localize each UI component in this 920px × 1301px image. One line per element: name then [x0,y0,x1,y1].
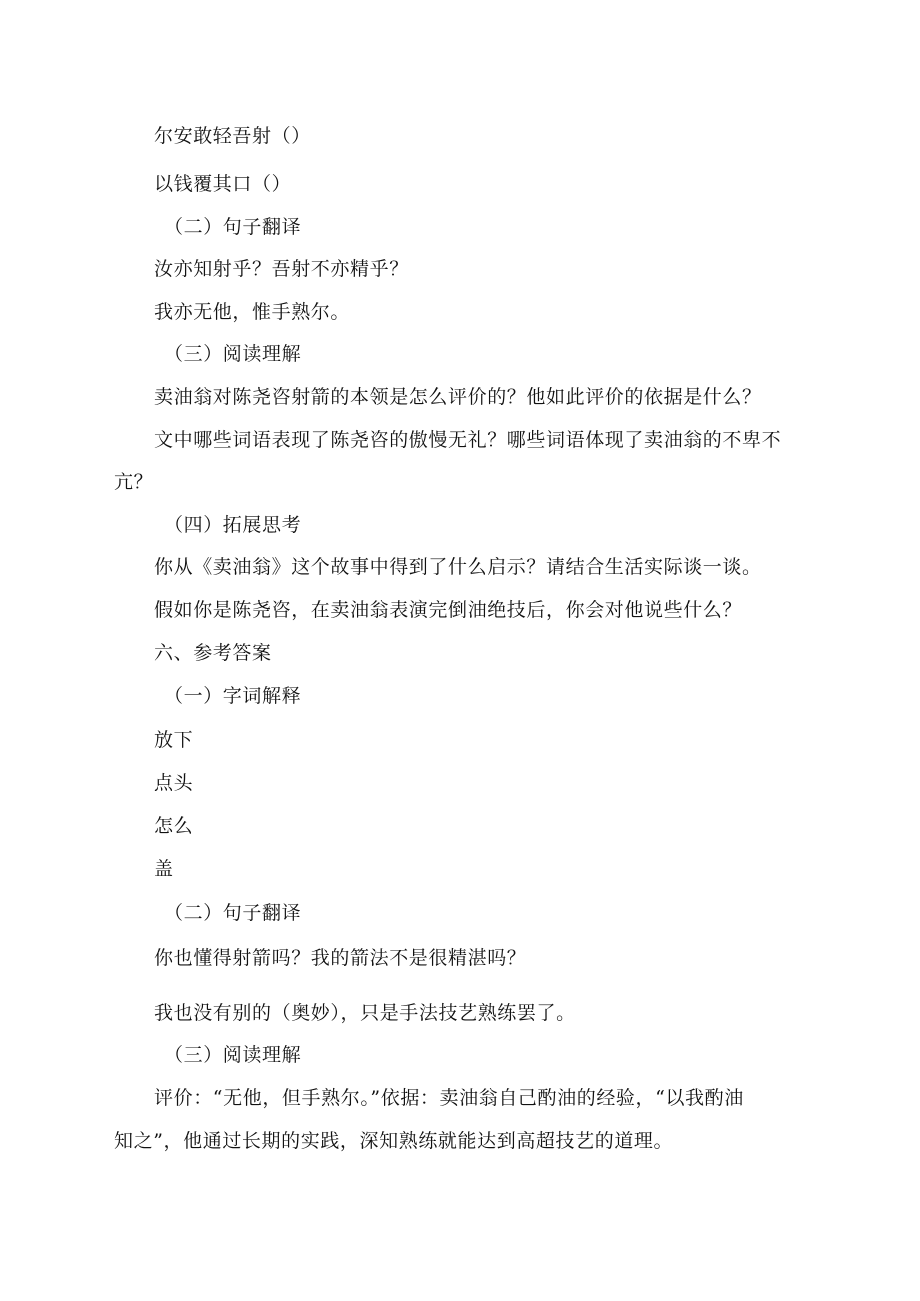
answer-vocab-3: 怎么 [154,815,194,837]
extension-question-2: 假如你是陈尧咨，在卖油翁表演完倒油绝技后，你会对他说些什么？ [154,599,743,621]
section-heading-reading: （三）阅读理解 [164,343,302,365]
answer-reading-1: 评价：“无他，但手熟尔。”依据：卖油翁自己酌油的经验，“以我酌油 [154,1087,744,1109]
reading-question-2: 文中哪些词语表现了陈尧咨的傲慢无礼？哪些词语体现了卖油翁的不卑不 [154,429,782,451]
section-heading-extension: （四）拓展思考 [164,514,302,536]
answer-reading-1-cont: 知之”，他通过长期的实践，深知熟练就能达到高超技艺的道理。 [114,1130,674,1152]
exercise-item-1: 尔安敢轻吾射（） [154,125,311,147]
answer-translation-1: 你也懂得射箭吗？我的箭法不是很精湛吗？ [154,947,527,969]
answer-vocab-2: 点头 [154,772,194,794]
answer-translation-2: 我也没有别的（奥妙），只是手法技艺熟练罢了。 [154,1002,576,1024]
exercise-item-2: 以钱覆其口（） [154,173,292,195]
reading-question-1: 卖油翁对陈尧咨射箭的本领是怎么评价的？他如此评价的依据是什么？ [154,386,762,408]
translation-question-2: 我亦无他，惟手熟尔。 [154,301,351,323]
reading-question-2-cont: 亢？ [114,471,154,493]
answer-vocab-1: 放下 [154,729,194,751]
translation-question-1: 汝亦知射乎？吾射不亦精乎？ [154,258,409,280]
answer-vocab-4: 盖 [154,858,174,880]
answer-heading-translation: （二）句子翻译 [164,902,302,924]
answer-heading-reading: （三）阅读理解 [164,1044,302,1066]
extension-question-1: 你从《卖油翁》这个故事中得到了什么启示？请结合生活实际谈一谈。 [154,556,762,578]
section-heading-translation: （二）句子翻译 [164,216,302,238]
section-heading-answers: 六、参考答案 [154,642,272,664]
answer-heading-vocabulary: （一）字词解释 [164,685,302,707]
